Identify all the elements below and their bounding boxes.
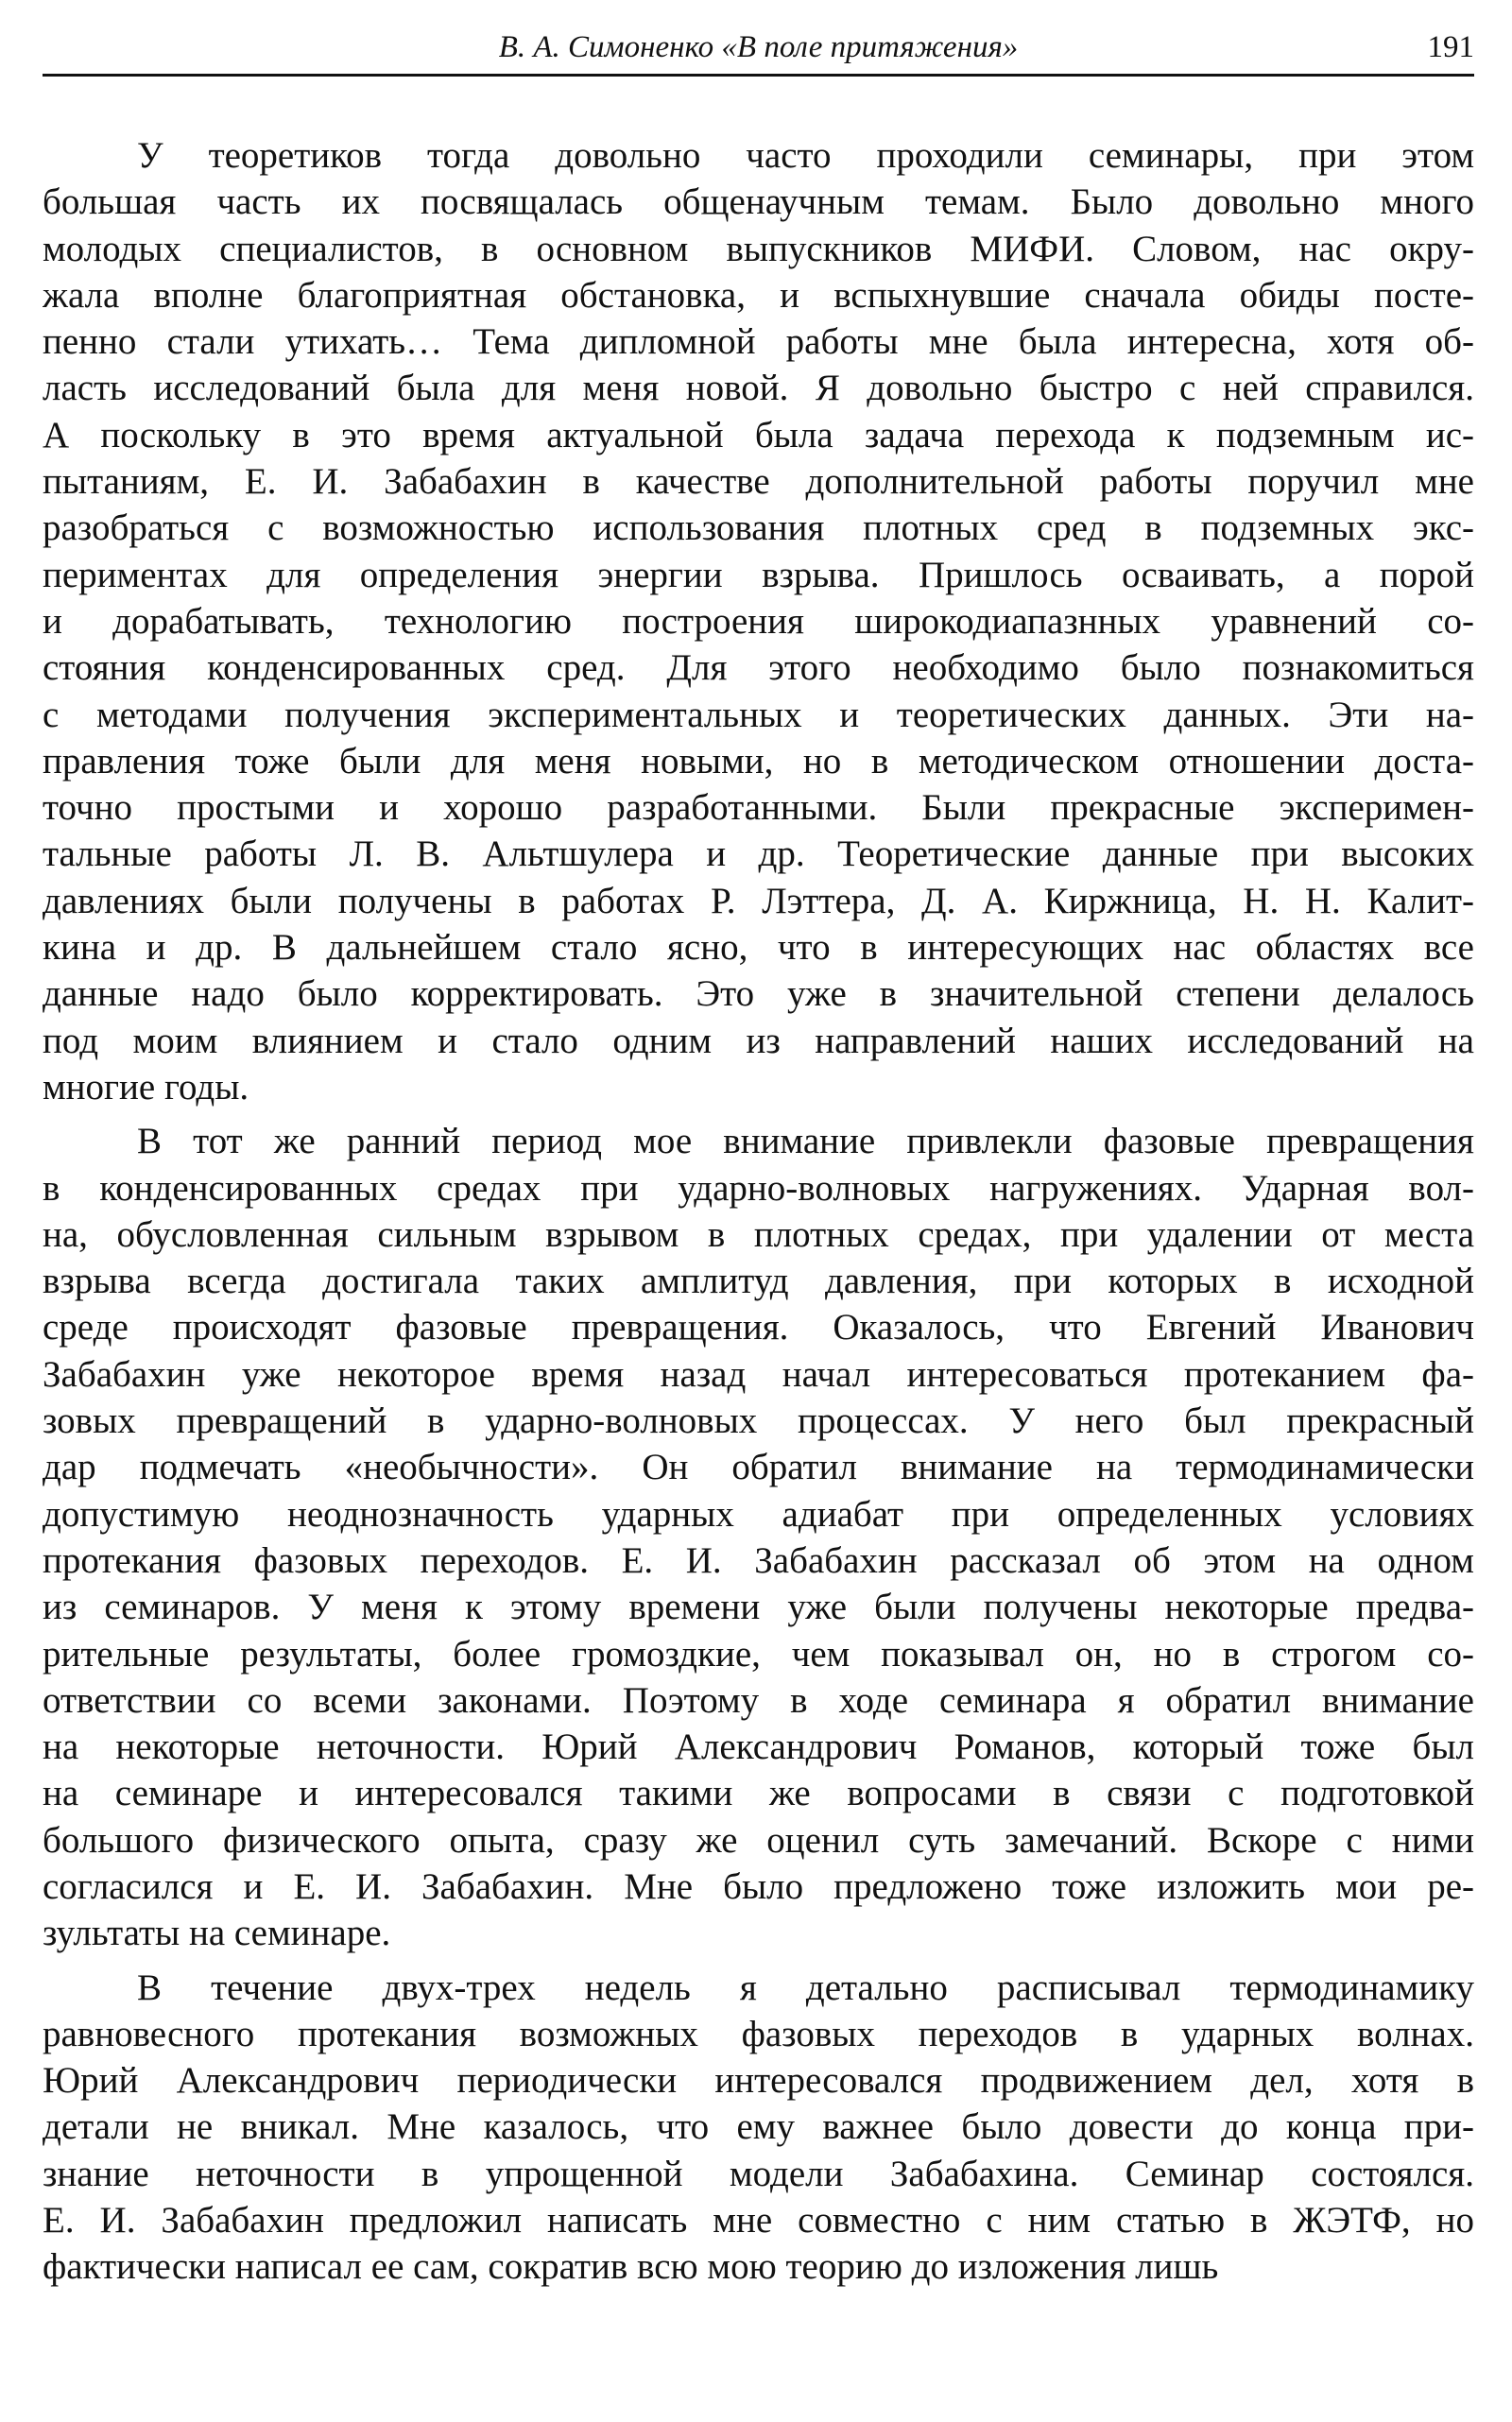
text-line: Забабахин уже некоторое время назад начал интересоваться протеканием фа- (43, 1353, 1474, 1395)
text-line: взрыва всегда достигала таких амплитуд давления, при которых в исходной (43, 1261, 1474, 1302)
text-line: В течение двух-трех недель я детально расписывал термодинамику (137, 1967, 1474, 2008)
text-line: протекания фазовых переходов. Е. И. Забабахин рассказал об этом на одном (43, 1539, 1474, 1581)
text-line: стояния конденсированных сред. Для этого необходимо было познакомиться (43, 647, 1474, 689)
text-line: под моим влиянием и стало одним из направлений наших исследований на (43, 1020, 1474, 1061)
text-line: У теоретиков тогда довольно часто проходили семинары, при этом (137, 135, 1474, 176)
text-line: молодых специалистов, в основном выпускников МИФИ. Словом, нас окру- (43, 228, 1474, 269)
text-line: среде происходят фазовые превращения. Оказалось, что Евгений Иванович (43, 1307, 1474, 1348)
page-number: 191 (1427, 30, 1474, 64)
text-line: ответствии со всеми законами. Поэтому в ходе семинара я обратил внимание (43, 1679, 1474, 1721)
text-line: в конденсированных средах при ударно-волновых нагружениях. Ударная вол- (43, 1167, 1474, 1209)
text-line: на некоторые неточности. Юрий Александрович Романов, который тоже был (43, 1726, 1474, 1768)
text-line: правления тоже были для меня новыми, но в методическом отношении доста- (43, 740, 1474, 782)
text-line: большая часть их посвящалась общенаучным темам. Было довольно много (43, 181, 1474, 223)
text-line: равновесного протекания возможных фазовых переходов в ударных волнах. (43, 2013, 1474, 2054)
running-header (43, 21, 1474, 77)
paragraph-gap (43, 1957, 1474, 1965)
text-line: согласился и Е. И. Забабахин. Мне было предложено тоже изложить мои ре- (43, 1865, 1474, 1907)
text-line: допустимую неоднозначность ударных адиабат при определенных условиях (43, 1493, 1474, 1535)
text-line: кина и др. В дальнейшем стало ясно, что в интересующих нас областях все (43, 927, 1474, 969)
text-line: и дорабатывать, технологию построения широкодиапазнных уравнений со- (43, 600, 1474, 642)
text-line: на, обусловленная сильным взрывом в плотных средах, при удалении от места (43, 1213, 1474, 1255)
text-line: фактически написал ее сам, сократив всю мою теорию до изложения лишь (43, 2246, 1219, 2288)
text-line: детали не вникал. Мне казалось, что ему важнее было довести до конца при- (43, 2106, 1474, 2148)
text-line: рительные результаты, более громоздкие, чем показывал он, но в строгом со- (43, 1633, 1474, 1675)
text-line: В тот же ранний период мое внимание привлекли фазовые превращения (137, 1121, 1474, 1162)
text-line: Е. И. Забабахин предложил написать мне совместно с ним статью в ЖЭТФ, но (43, 2200, 1474, 2242)
text-line: зультаты на семинаре. (43, 1913, 391, 1954)
text-line: периментах для определения энергии взрыва. Пришлось осваивать, а порой (43, 554, 1474, 595)
text-line: на семинаре и интересовался такими же вопросами в связи с подготовкой (43, 1773, 1474, 1814)
text-line: зовых превращений в ударно-волновых процессах. У него был прекрасный (43, 1400, 1474, 1442)
text-line: многие годы. (43, 1066, 249, 1108)
text-line: точно простыми и хорошо разработанными. Были прекрасные эксперимен- (43, 787, 1474, 829)
body-text (43, 132, 1474, 2291)
paragraph (43, 1965, 1474, 2291)
text-line: разобраться с возможностью использования плотных сред в подземных экс- (43, 507, 1474, 549)
text-line: А поскольку в это время актуальной была задача перехода к подземным ис- (43, 414, 1474, 455)
text-line: давлениях были получены в работах Р. Лэттера, Д. А. Киржница, Н. Н. Калит- (43, 880, 1474, 921)
text-line: большого физического опыта, сразу же оценил суть замечаний. Вскоре с ними (43, 1819, 1474, 1861)
running-header-title: В. А. Симоненко «В поле притяжения» (498, 30, 1019, 64)
paragraph (43, 132, 1474, 1110)
paragraph (43, 1118, 1474, 1956)
text-line: данные надо было корректировать. Это уже в значительной степени делалось (43, 973, 1474, 1015)
text-line: дар подмечать «необычности». Он обратил внимание на термодинамически (43, 1447, 1474, 1488)
text-line: пытаниям, Е. И. Забабахин в качестве дополнительной работы поручил мне (43, 461, 1474, 503)
text-line: с методами получения экспериментальных и теоретических данных. Эти на- (43, 694, 1474, 735)
text-line: пенно стали утихать… Тема дипломной работы мне была интересна, хотя об- (43, 321, 1474, 363)
paragraph-gap (43, 1110, 1474, 1118)
text-line: ласть исследований была для меня новой. Я довольно быстро с ней справился. (43, 368, 1474, 409)
text-line: знание неточности в упрощенной модели Забабахина. Семинар состоялся. (43, 2153, 1474, 2194)
text-line: тальные работы Л. В. Альтшулера и др. Теоретические данные при высоких (43, 833, 1474, 875)
text-line: Юрий Александрович периодически интересовался продвижением дел, хотя в (43, 2060, 1474, 2102)
text-line: жала вполне благоприятная обстановка, и вспыхнувшие сначала обиды посте- (43, 274, 1474, 316)
text-line: из семинаров. У меня к этому времени уже были получены некоторые предва- (43, 1587, 1474, 1628)
